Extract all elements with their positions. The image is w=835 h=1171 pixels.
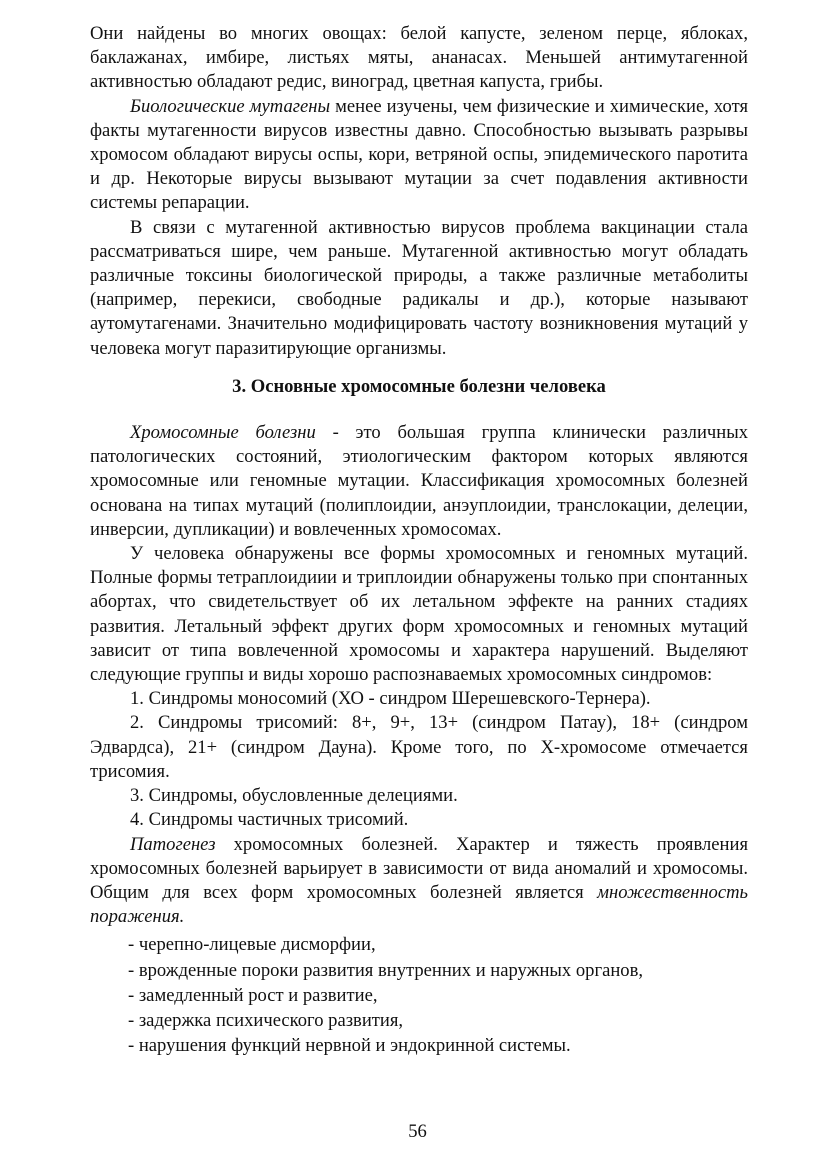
syndrome-item: 2. Синдромы трисомий: 8+, 9+, 13+ (синдром Патау), 18+ (синдром Эдвардса), 21+ (синдром Дауна). Кроме того, по X-хромосоме отмечается трисомия.	[90, 712, 748, 782]
paragraph-pathogenesis	[90, 833, 748, 930]
syndrome-item: 4. Синдромы частичных трисомий.	[130, 809, 409, 831]
term-chromosomal-diseases: Хромосомные болезни	[130, 422, 316, 444]
manifestation-item: - врожденные пороки развития внутренних и наружных органов,	[128, 959, 643, 981]
page-number: 56	[408, 1121, 427, 1142]
paragraph-biological-mutagens-text: менее изучены, чем физические и химические, хотя факты мутагенности вирусов известны давно. Способностью вызывать разрывы хромосом обладают вирусы оспы, кори, ветряной оспы, эпидемического паротита и др. Некоторые вирусы вызывают мутации за счет подавления активности системы репарации.	[90, 95, 749, 214]
term-multiple-lesions: множественность поражения.	[90, 881, 748, 928]
paragraph-antimutagens: Они найдены во многих овощах: белой капусте, зеленом перце, яблоках, баклажанах, имбире, листьях мяты, ананасах. Меньшей антимутагенной активностью обладают редис, виноград, цветная капуста, грибы.	[90, 23, 748, 93]
manifestation-item: - нарушения функций нервной и эндокринной системы.	[128, 1035, 571, 1057]
term-pathogenesis: Патогенез	[130, 833, 216, 855]
paragraph-chromosomal-diseases-text: - это большая группа клинически различных патологических состояний, этиологическим фактором которых являются хромосомные или геномные мутации. Классификация хромосомных болезней основана на типах мутаций (полиплоидии, анэуплоидии, транслокации, делеции, инверсии, дупликации) и вовлеченных хромосомах.	[90, 422, 748, 540]
manifestation-item: - задержка психического развития,	[128, 1009, 404, 1031]
paragraph-pathogenesis-text: хромосомных болезней. Характер и тяжесть проявления хромосомных болезней варьирует в зависимости от вида аномалий и хромосомы. Общим для всех форм хромосомных болезней является	[90, 833, 748, 903]
paragraph-biological-mutagens	[90, 95, 748, 216]
manifestation-item: - черепно-лицевые дисморфии,	[128, 934, 376, 956]
paragraph-mutation-forms: У человека обнаружены все формы хромосомных и геномных мутаций. Полные формы тетраплоидиии и триплоидии обнаружены только при спонтанных абортах, что свидетельствует об их летальном эффекте на ранних стадиях развития. Летальный эффект других форм хромосомных и геномных мутаций зависит от типа вовлеченной хромосомы и характера нарушений. Выделяют следующие группы и виды хорошо распознаваемых хромосомных синдромов:	[90, 543, 748, 686]
document-page	[90, 22, 748, 1058]
term-biological-mutagens: Биологические мутагены	[130, 95, 331, 117]
paragraph-chromosomal-diseases	[90, 421, 748, 542]
section-title: 3. Основные хромосомные болезни человека	[232, 375, 606, 397]
syndrome-item: 3. Синдромы, обусловленные делециями.	[130, 785, 458, 807]
paragraph-vaccination: В связи с мутагенной активностью вирусов проблема вакцинации стала рассматриваться шире, чем раньше. Мутагенной активностью могут обладать различные токсины биологической природы, а также различные метаболиты (например, перекиси, свободные радикалы и др.), которые называют аутомутагенами. Значительно модифицировать частоту возникновения мутаций у человека могут паразитирующие организмы.	[90, 216, 748, 359]
manifestation-item: - замедленный рост и развитие,	[128, 984, 378, 1006]
syndrome-item: 1. Синдромы моносомий (ХО - синдром Шерешевского-Тернера).	[130, 688, 651, 710]
